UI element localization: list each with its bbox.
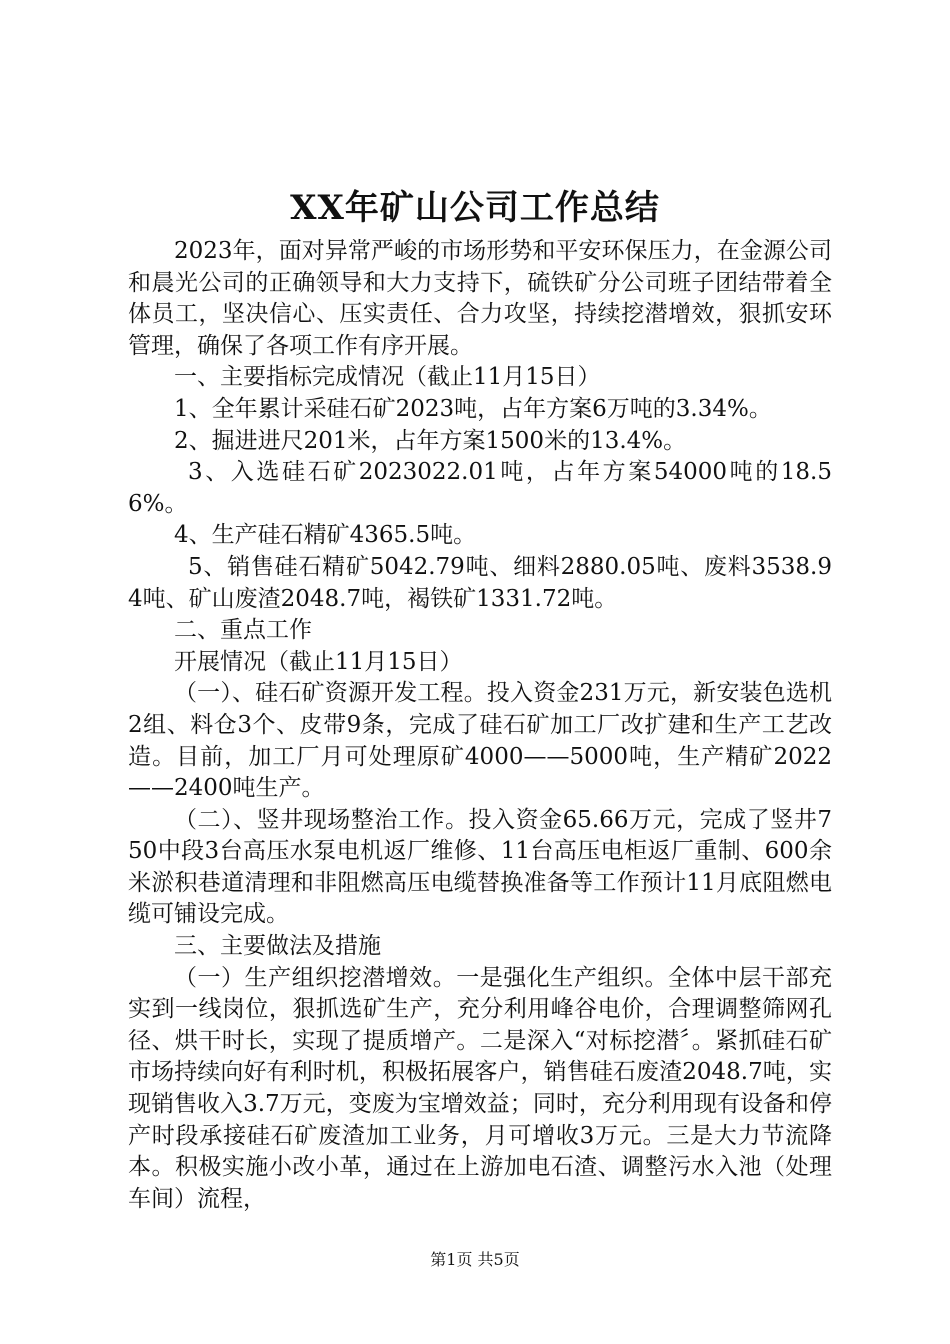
list-item-3: 3、入选硅石矿2023022.01吨，占年方案54000吨的18.56%。 (128, 459, 832, 517)
heading-section-2: 二、重点工作 (174, 617, 312, 644)
paragraph-work-1: （一）、硅石矿资源开发工程。投入资金231万元，新安装色选机2组、料仓3个、皮带9条，完成了硅石矿加工厂改扩建和生产工艺改造。目前，加工厂月可处理原矿4000——5000吨，生产精矿2022——2400吨生产。 (128, 680, 832, 802)
list-item-4: 4、生产硅石精矿4365.5吨。 (174, 522, 477, 549)
list-item-2: 2、掘进进尺201米，占年方案1500米的13.4%。 (174, 427, 687, 454)
paragraph-measures-1: （一）生产组织挖潜增效。一是强化生产组织。全体中层干部充实到一线岗位，狠抓选矿生产，充分利用峰谷电价，合理调整筛网孔径、烘干时长，实现了提质增产。二是深入“对标挖潜〞。紧抓硅石矿市场持续向好有利时机，积极拓展客户，销售硅石废渣2048.7吨，实现销售收入3.7万元，变废为宝增效益；同时，充分利用现有设备和停产时段承接硅石矿废渣加工业务，月可增收3万元。三是大力节流降本。积极实施小改小革，通过在上游加电石渣、调整污水入池（处理车间）流程， (128, 964, 832, 1212)
list-item-5: 5、销售硅石精矿5042.79吨、细料2880.05吨、废料3538.94吨、矿山废渣2048.7吨，褐铁矿1331.72吨。 (128, 553, 832, 612)
page-footer: 第1页 共5页 (430, 1250, 520, 1269)
list-item-1: 1、全年累计采硅石矿2023吨，占年方案6万吨的3.34%。 (174, 395, 772, 422)
heading-section-1: 一、主要指标完成情况（截止11月15日） (174, 364, 601, 391)
heading-section-3: 三、主要做法及措施 (174, 933, 381, 960)
paragraph-intro: 2023年，面对异常严峻的市场形势和平安环保压力，在金源公司和晨光公司的正确领导和大力支持下，硫铁矿分公司班子团结带着全体员工，坚决信心、压实责任、合力攻坚，持续挖潜增效，狠抓安环管理，确保了各项工作有序开展。 (128, 238, 832, 359)
heading-section-2-cont: 开展情况（截止11月15日） (174, 648, 463, 675)
document-body (128, 236, 832, 1215)
document-title: XX年矿山公司工作总结 (290, 188, 660, 228)
paragraph-work-2: （二）、竖井现场整治工作。投入资金65.66万元，完成了竖井750中段3台高压水泵电机返厂维修、11台高压电柜返厂重制、600余米淤积巷道清理和非阻燃高压电缆替换准备等工作预计11月底阻燃电缆可铺设完成。 (128, 806, 832, 928)
